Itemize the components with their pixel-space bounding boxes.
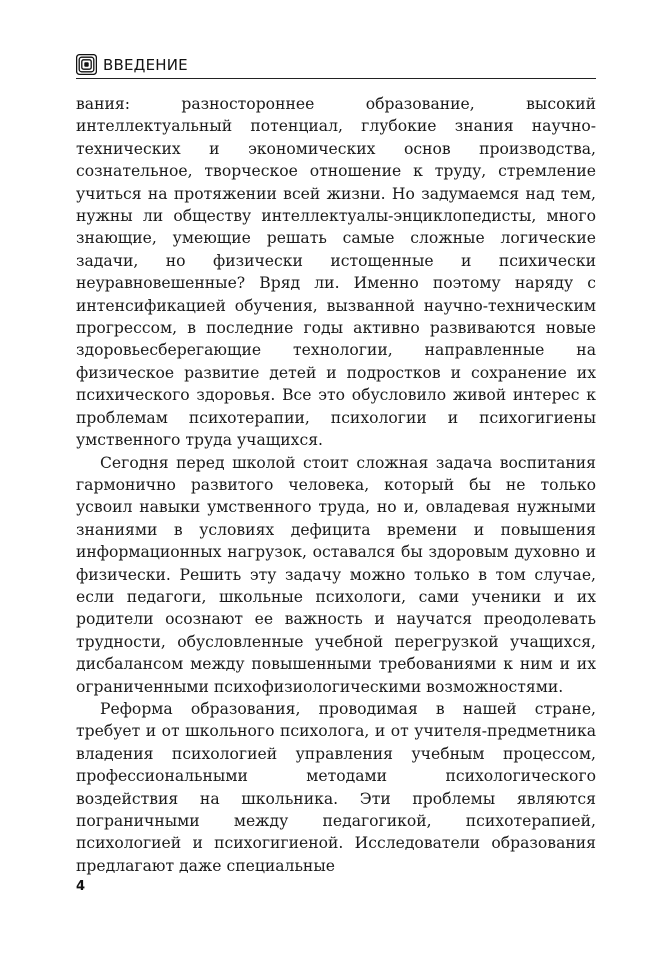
header-divider [76, 78, 596, 79]
paragraph-education-reform: Реформа образования, проводимая в нашей стране, требует и от школьного психолога, и от учителя-предметника владения психологией управления учебным процессом, профессиональными методами психологического воздействия на школьника. Эти проблемы являются пограничными между педагогикой, психотерапией, психологией и психогигиеной. Исследователи образования предлагают даже специальные [76, 699, 596, 875]
paragraph-continued: вания: разностороннее образование, высокий интеллектуальный потенциал, глубокие знания научно-технических и экономических основ производства, сознательное, творческое отношение к труду, стремление учиться на протяжении всей жизни. Но задумаемся над тем, нужны ли обществу интеллектуалы-энциклопедисты, много знающие, умеющие решать самые сложные логические задачи, но физически истощенные и психически неуравновешенные? Вряд ли. Именно поэтому наряду с интенсификацией обучения, вызванной научно-техническим прогрессом, в последние годы активно развиваются новые здоровьесберегающие технологии, направленные на физическое развитие детей и подростков и сохранение их психического здоровья. Все это обусловило живой интерес к проблемам психотерапии, психологии и психогигиены умственного труда учащихся. [76, 95, 596, 450]
paragraph-school-task: Сегодня перед школой стоит сложная задача воспитания гармонично развитого человека, который бы не только усвоил навыки умственного труда, но и, овладевая нужными знаниями в условиях дефицита времени и повышения информационных нагрузок, оставался бы здоровым духовно и физически. Решить эту задачу можно только в том случае, если педагоги, школьные психологи, сами ученики и их родители осознают ее важность и научатся преодолевать трудности, обусловленные учебной перегрузкой учащихся, дисбалансом между повышенными требованиями к ним и их ограниченными психофизиологическими возможностями. [76, 453, 596, 696]
main-text [76, 93, 596, 877]
chapter-title: ВВЕДЕНИЕ [103, 56, 188, 74]
concentric-squares-icon [76, 54, 97, 75]
running-header [76, 54, 596, 80]
page-number: 4 [76, 879, 86, 894]
